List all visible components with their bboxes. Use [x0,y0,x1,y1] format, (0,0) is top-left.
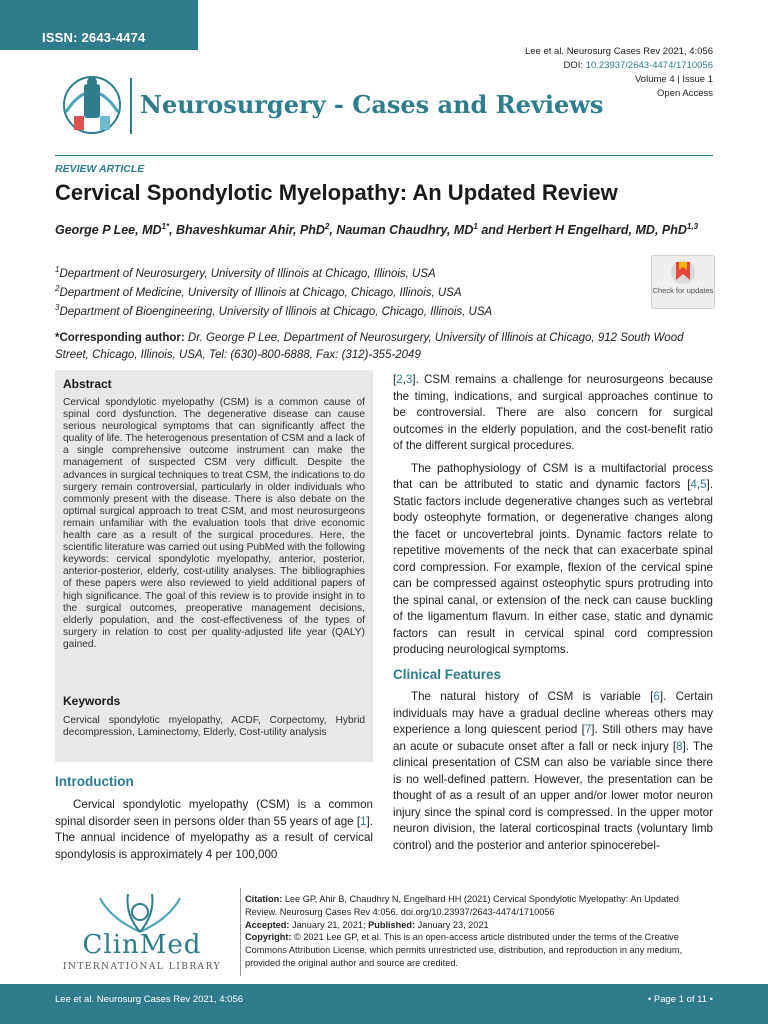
citation-link[interactable]: 8 [676,739,683,753]
introduction-text [55,797,373,863]
paragraph [245,893,713,919]
text-run: Cervical spondylotic myelopathy (CSM) is a common spinal disorder seen in persons older than 55 years of age [ [55,798,373,828]
accepted-date: January 21, 2021; [289,919,369,930]
clinical-features-heading: Clinical Features [393,666,502,682]
introduction-heading: Introduction [55,774,134,789]
right-column [393,372,713,854]
abstract-text: Cervical spondylotic myelopathy (CSM) is a common cause of spinal cord dysfunction. The degenerative disease can cause serious neurological symptoms that can significantly affect the quality of life. The heterogenous presentation of CSM and a lack of a single comprehensive outcome instrument can make the management of suspected CSM very difficult. Despite the advances in surgical techniques to treat CSM, the indications to do surgery remain controversial, particularly in older individuals who commonly present with the disease. There is also debate on the optimal surgical approach to treat CSM, and most neurosurgeons remain unfamiliar with the evaluation tools that drive economic health care as a result of the surgical procedures. Here, the scientific literature was carried out using PubMed with the following keywords: cervical spondylotic myelopathy, anterior, posterior, anterior-posterior, elderly, cost-utility analyses. The bibliographies of these papers were also reviewed to yield additional papers of high significance. The goal of this review is to provide insight in to the surgical outcomes, preoperative management decisions, elderly population, and the cost-effectiveness of the types of surgery in relation to cost per quality-adjusted life year (QALY) gained. [63,397,365,650]
author-sup: 1,3 [686,222,699,231]
keywords-text: Cervical spondylotic myelopathy, ACDF, Corpectomy, Hybrid decompression, Laminectomy, Elderly, Cost-utility analysis [63,715,365,739]
open-access-label: Open Access [657,88,713,99]
article-title: Cervical Spondylotic Myelopathy: An Updated Review [55,180,618,205]
volume-issue: Volume 4 | Issue 1 [635,74,713,85]
citation-link[interactable]: 4 [690,478,697,491]
affiliation-text: Department of Neurosurgery, University of Illinois at Chicago, Illinois, USA [59,267,436,280]
text-run: ]. Still others may have an acute or subacute onset after a fall or neck injury [ [393,723,713,753]
text-run: ]. CSM remains a challenge for neurosurgeons because the timing, indications, and surgical approaches continue to be controversial. There are also concern for surgical outcomes in the elderly population, and the cost-benefit ratio of the different surgical procedures. [393,373,713,452]
abstract-box [55,370,373,762]
text-run: , [402,373,406,386]
affiliation [55,303,492,318]
footer-divider [240,888,241,976]
citation-link[interactable]: 7 [584,723,592,736]
citation-link[interactable]: 1 [360,814,367,828]
publisher-name: ClinMed [82,930,202,960]
citation-link[interactable]: 5 [700,478,707,491]
published-label: Published: [368,919,416,930]
paragraph [245,919,713,932]
publisher-logo [50,888,230,980]
footer-citation: Lee et al. Neurosurg Cases Rev 2021, 4:056 [55,994,244,1005]
author-and: and [477,223,508,238]
author-name: Bhaveshkumar Ahir, PhD [176,223,325,238]
copyright-text: © 2021 Lee GP, et al. This is an open-access article distributed under the terms of the Creative Commons Attribution License, which permits unrestricted use, distribution, and reproduction in any medium, provided the original author and source are credited. [245,932,683,968]
author-sup: 1 [473,222,478,231]
doi-line [525,59,713,73]
affiliation-text: Department of Medicine, University of Illinois at Chicago, Chicago, Illinois, USA [59,286,462,299]
author-sep: , [329,223,337,238]
citation-text: Lee GP, Ahir B, Chaudhry N, Engelhard HH (2021) Cervical Spondylotic Myelopathy: An Updated Review. Neurosurg Cases Rev 4:056. doi.org/10.23937/2643-4474/1710056 [245,894,679,917]
abstract-heading: Abstract [63,377,112,391]
published-date: January 23, 2021 [415,919,489,930]
author-sup: 1* [161,222,170,231]
copyright-label: Copyright: [245,932,292,943]
author-list [55,218,715,239]
issn-label: ISSN: 2643-4474 [42,30,146,45]
text-run: ]. The annual incidence of myelopathy as a result of cervical spondylosis is approximately 4 per 100,000 [55,814,373,861]
citation-short: Lee et al. Neurosurg Cases Rev 2021, 4:056 [524,46,713,57]
citation-block [245,893,713,970]
journal-logo [54,72,128,138]
citation-label: Citation: [245,894,283,904]
paragraph [393,689,713,854]
paragraph [393,461,713,659]
author-name: George P Lee, MD [55,223,162,238]
text-run: [ [393,373,397,386]
text-run: ]. Certain individuals may have a gradual decline whereas others may experience a long quiescent period [ [393,690,713,736]
keywords-heading: Keywords [63,694,121,708]
corresponding-label: *Corresponding author: [55,332,185,344]
citation-link[interactable]: 2 [396,373,403,386]
paragraph [245,931,713,969]
affiliation-sup: 1 [55,265,60,274]
author-name: Herbert H Engelhard, MD, PhD [507,223,687,238]
author-name: Nauman Chaudhry, MD [336,223,474,238]
article-type: REVIEW ARTICLE [55,163,145,175]
check-updates-label: Check for updates [652,286,714,295]
text-run: ]. The clinical presentation of CSM can also be variable since there is no well-defined pattern. However, the presentation can be thought of as a result of an upper and/or lower motor neuron injury since the spinal cord is compressed. In the upper motor neuron division, the lateral corticospinal tracts (voluntary limb control) and the posterior and anterior spinocerebel- [393,739,713,852]
bookmark-icon [652,256,714,286]
affiliation [55,284,462,299]
author-sup: 2 [324,222,330,231]
text-run: The natural history of CSM is variable [ [411,690,654,703]
publisher-tagline: INTERNATIONAL LIBRARY [62,962,222,972]
logo-divider [130,78,132,134]
author-sep: , [169,223,177,238]
text-run: ]. Static factors include degenerative changes such as vertebral body osteophyte formation, or degenerative changes along the facet or uncovertebral joints. Dynamic factors relate to repetitive movements of the neck that can exacerbate spinal cord compression. For example, flexion of the cervical spine can be compressed against osteophytic spurs protruding into the spinal canal, or extension of the neck can cause buckling of the ligamentum flavum. In either case, static and dynamic factors can result in cervical spinal cord compression producing neurological symptoms. [393,478,713,656]
affiliation [55,265,436,280]
footer-bar [0,984,768,1024]
affiliation-sup: 3 [55,303,60,312]
corresponding-text: Dr. George P Lee, Department of Neurosurgery, University of Illinois at Chicago, 912 South Wood Street, Chicago, Illinois, USA, Tel: (630)-800-6888, Fax: (312)-355-2049 [55,332,684,361]
affiliation-sup: 2 [55,284,60,293]
text-run: The pathophysiology of CSM is a multifactorial process that can be attributed to static and dynamic factors [ [393,461,713,491]
corresponding-author [55,330,715,364]
doi-label: DOI: [563,60,586,71]
paragraph [393,372,713,455]
citation-link[interactable]: 3 [405,373,413,386]
header-rule [55,155,713,156]
text-run: , [696,478,701,491]
journal-title: Neurosurgery - Cases and Reviews [140,90,604,119]
doi-link[interactable]: 10.23937/2643-4474/1710056 [585,60,713,71]
accepted-label: Accepted: [245,919,290,930]
check-for-updates-badge[interactable] [651,255,715,309]
page-indicator: • Page 1 of 11 • [647,994,713,1005]
affiliation-text: Department of Bioengineering, University of Illinois at Chicago, Chicago, Illinois, USA [59,305,493,318]
citation-link[interactable]: 6 [653,690,660,703]
issn-banner [0,0,198,50]
